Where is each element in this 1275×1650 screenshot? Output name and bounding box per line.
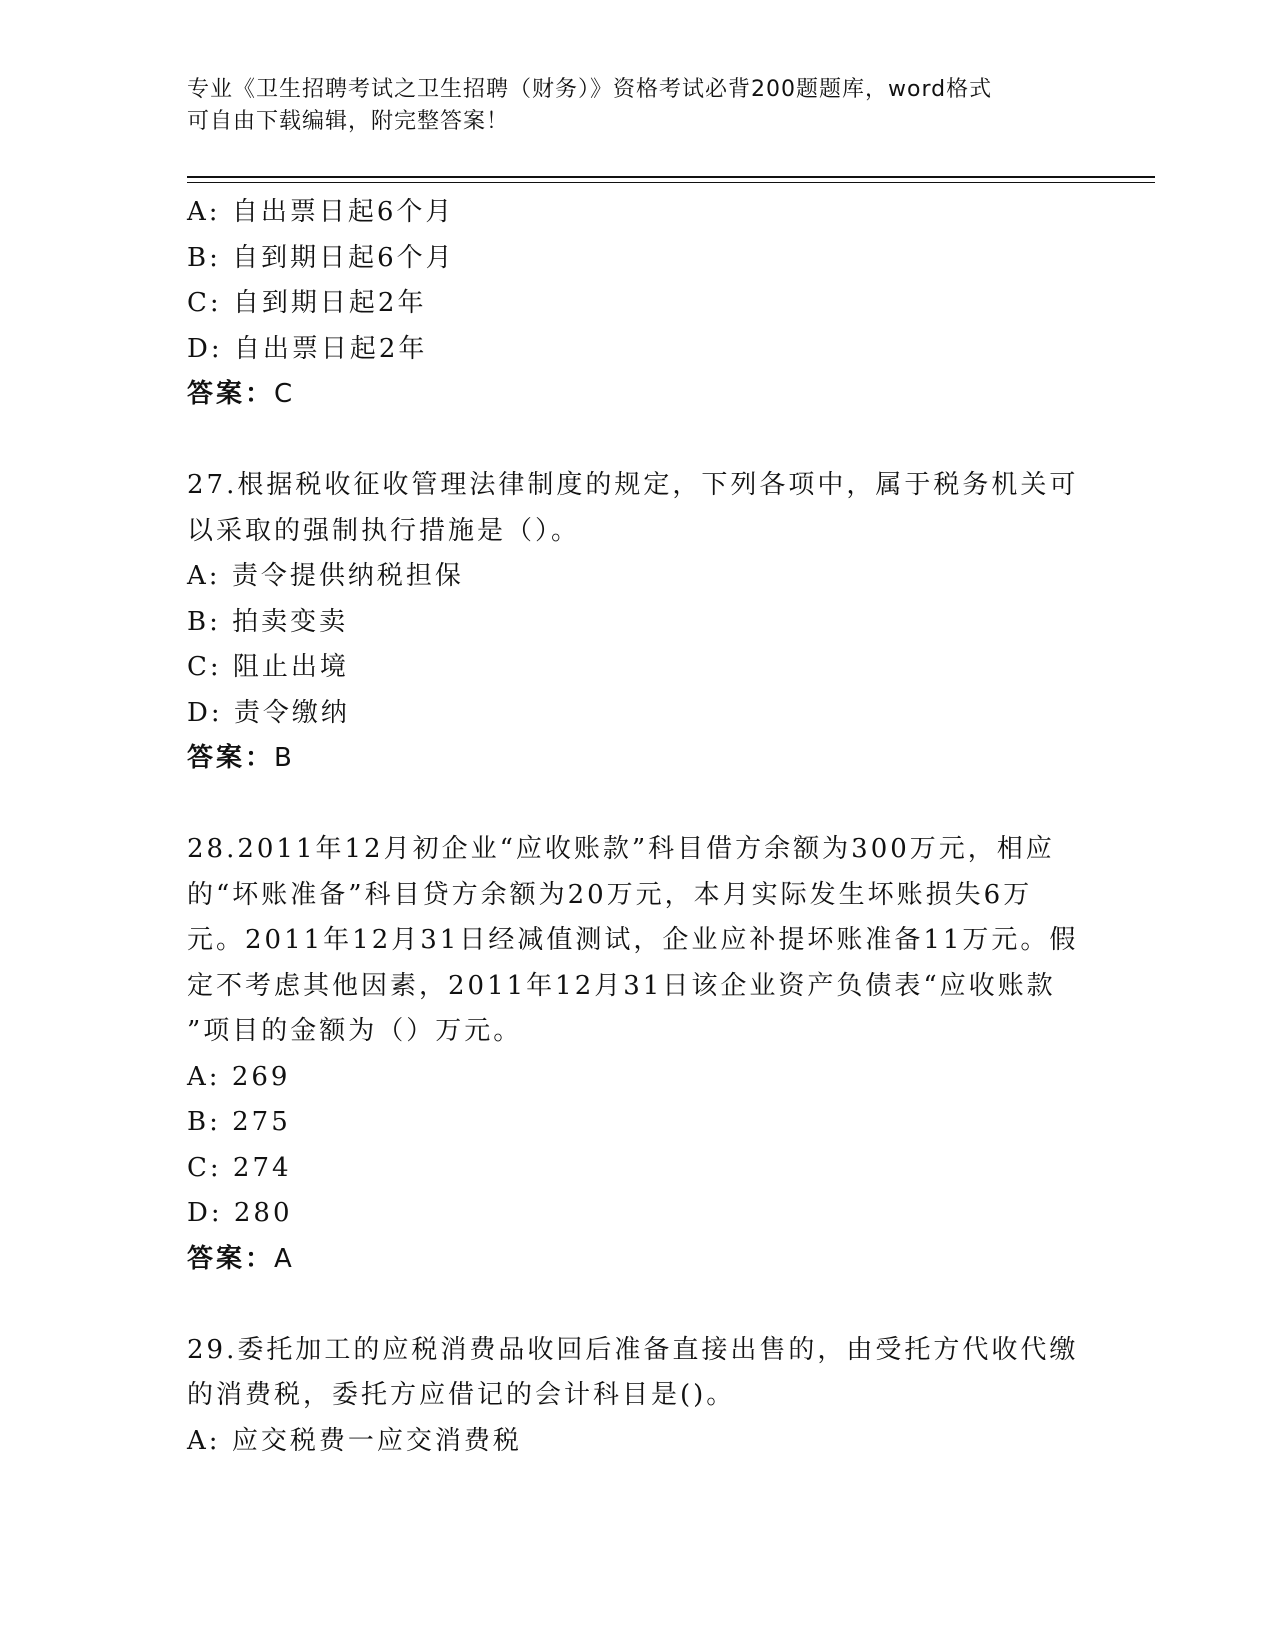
question-text-line: 元。2011年12月31日经减值测试，企业应补提坏账准备11万元。假	[187, 925, 1079, 955]
question-27	[187, 463, 1087, 782]
option-a: A: 269	[187, 1061, 291, 1092]
option-c: C: 阻止出境	[187, 652, 349, 682]
header-line-2: 可自由下载编辑，附完整答案！	[187, 109, 510, 134]
header-rule-thin	[187, 182, 1155, 183]
question-text-line: 定不考虑其他因素，2011年12月31日该企业资产负债表“应收账款	[187, 970, 1056, 1001]
option-d: D: 责令缴纳	[187, 697, 350, 728]
option-c: C: 自到期日起2年	[187, 288, 427, 318]
question-text-line: 27.根据税收征收管理法律制度的规定，下列各项中，属于税务机关可	[187, 470, 1079, 500]
option-b: B: 自到期日起6个月	[187, 242, 455, 273]
question-text-line: 以采取的强制执行措施是（）。	[187, 515, 581, 546]
answer: 答案：C	[187, 379, 296, 409]
question-text-line: 的消费税，委托方应借记的会计科目是()。	[187, 1380, 736, 1410]
header-line-1: 专业《卫生招聘考试之卫生招聘（财务）》资格考试必背200题题库，word格式	[187, 77, 993, 102]
question-29	[187, 1328, 1087, 1465]
question-text-line: 29.委托加工的应税消费品收回后准备直接出售的，由受托方代收代缴	[187, 1334, 1079, 1365]
option-a: A: 自出票日起6个月	[187, 197, 455, 227]
question-list	[187, 190, 1087, 1464]
option-d: D: 280	[187, 1198, 293, 1228]
option-a: A: 责令提供纳税担保	[187, 561, 464, 591]
question-28	[187, 827, 1087, 1282]
header-rule-thick	[187, 176, 1155, 178]
option-d: D: 自出票日起2年	[187, 333, 428, 364]
option-c: C: 274	[187, 1152, 292, 1183]
option-b: B: 拍卖变卖	[187, 606, 349, 637]
question-26	[187, 190, 1087, 418]
option-a: A: 应交税费一应交消费税	[187, 1425, 522, 1456]
answer: 答案：A	[187, 1243, 295, 1274]
question-text-line: 28.2011年12月初企业“应收账款”科目借方余额为300万元，相应	[187, 834, 1055, 864]
question-text-line: 的“坏账准备”科目贷方余额为20万元，本月实际发生坏账损失6万	[187, 879, 1033, 910]
document-header	[187, 74, 1067, 138]
option-b: B: 275	[187, 1107, 291, 1137]
answer: 答案：B	[187, 743, 295, 773]
question-text-line: ”项目的金额为（）万元。	[187, 1016, 523, 1046]
